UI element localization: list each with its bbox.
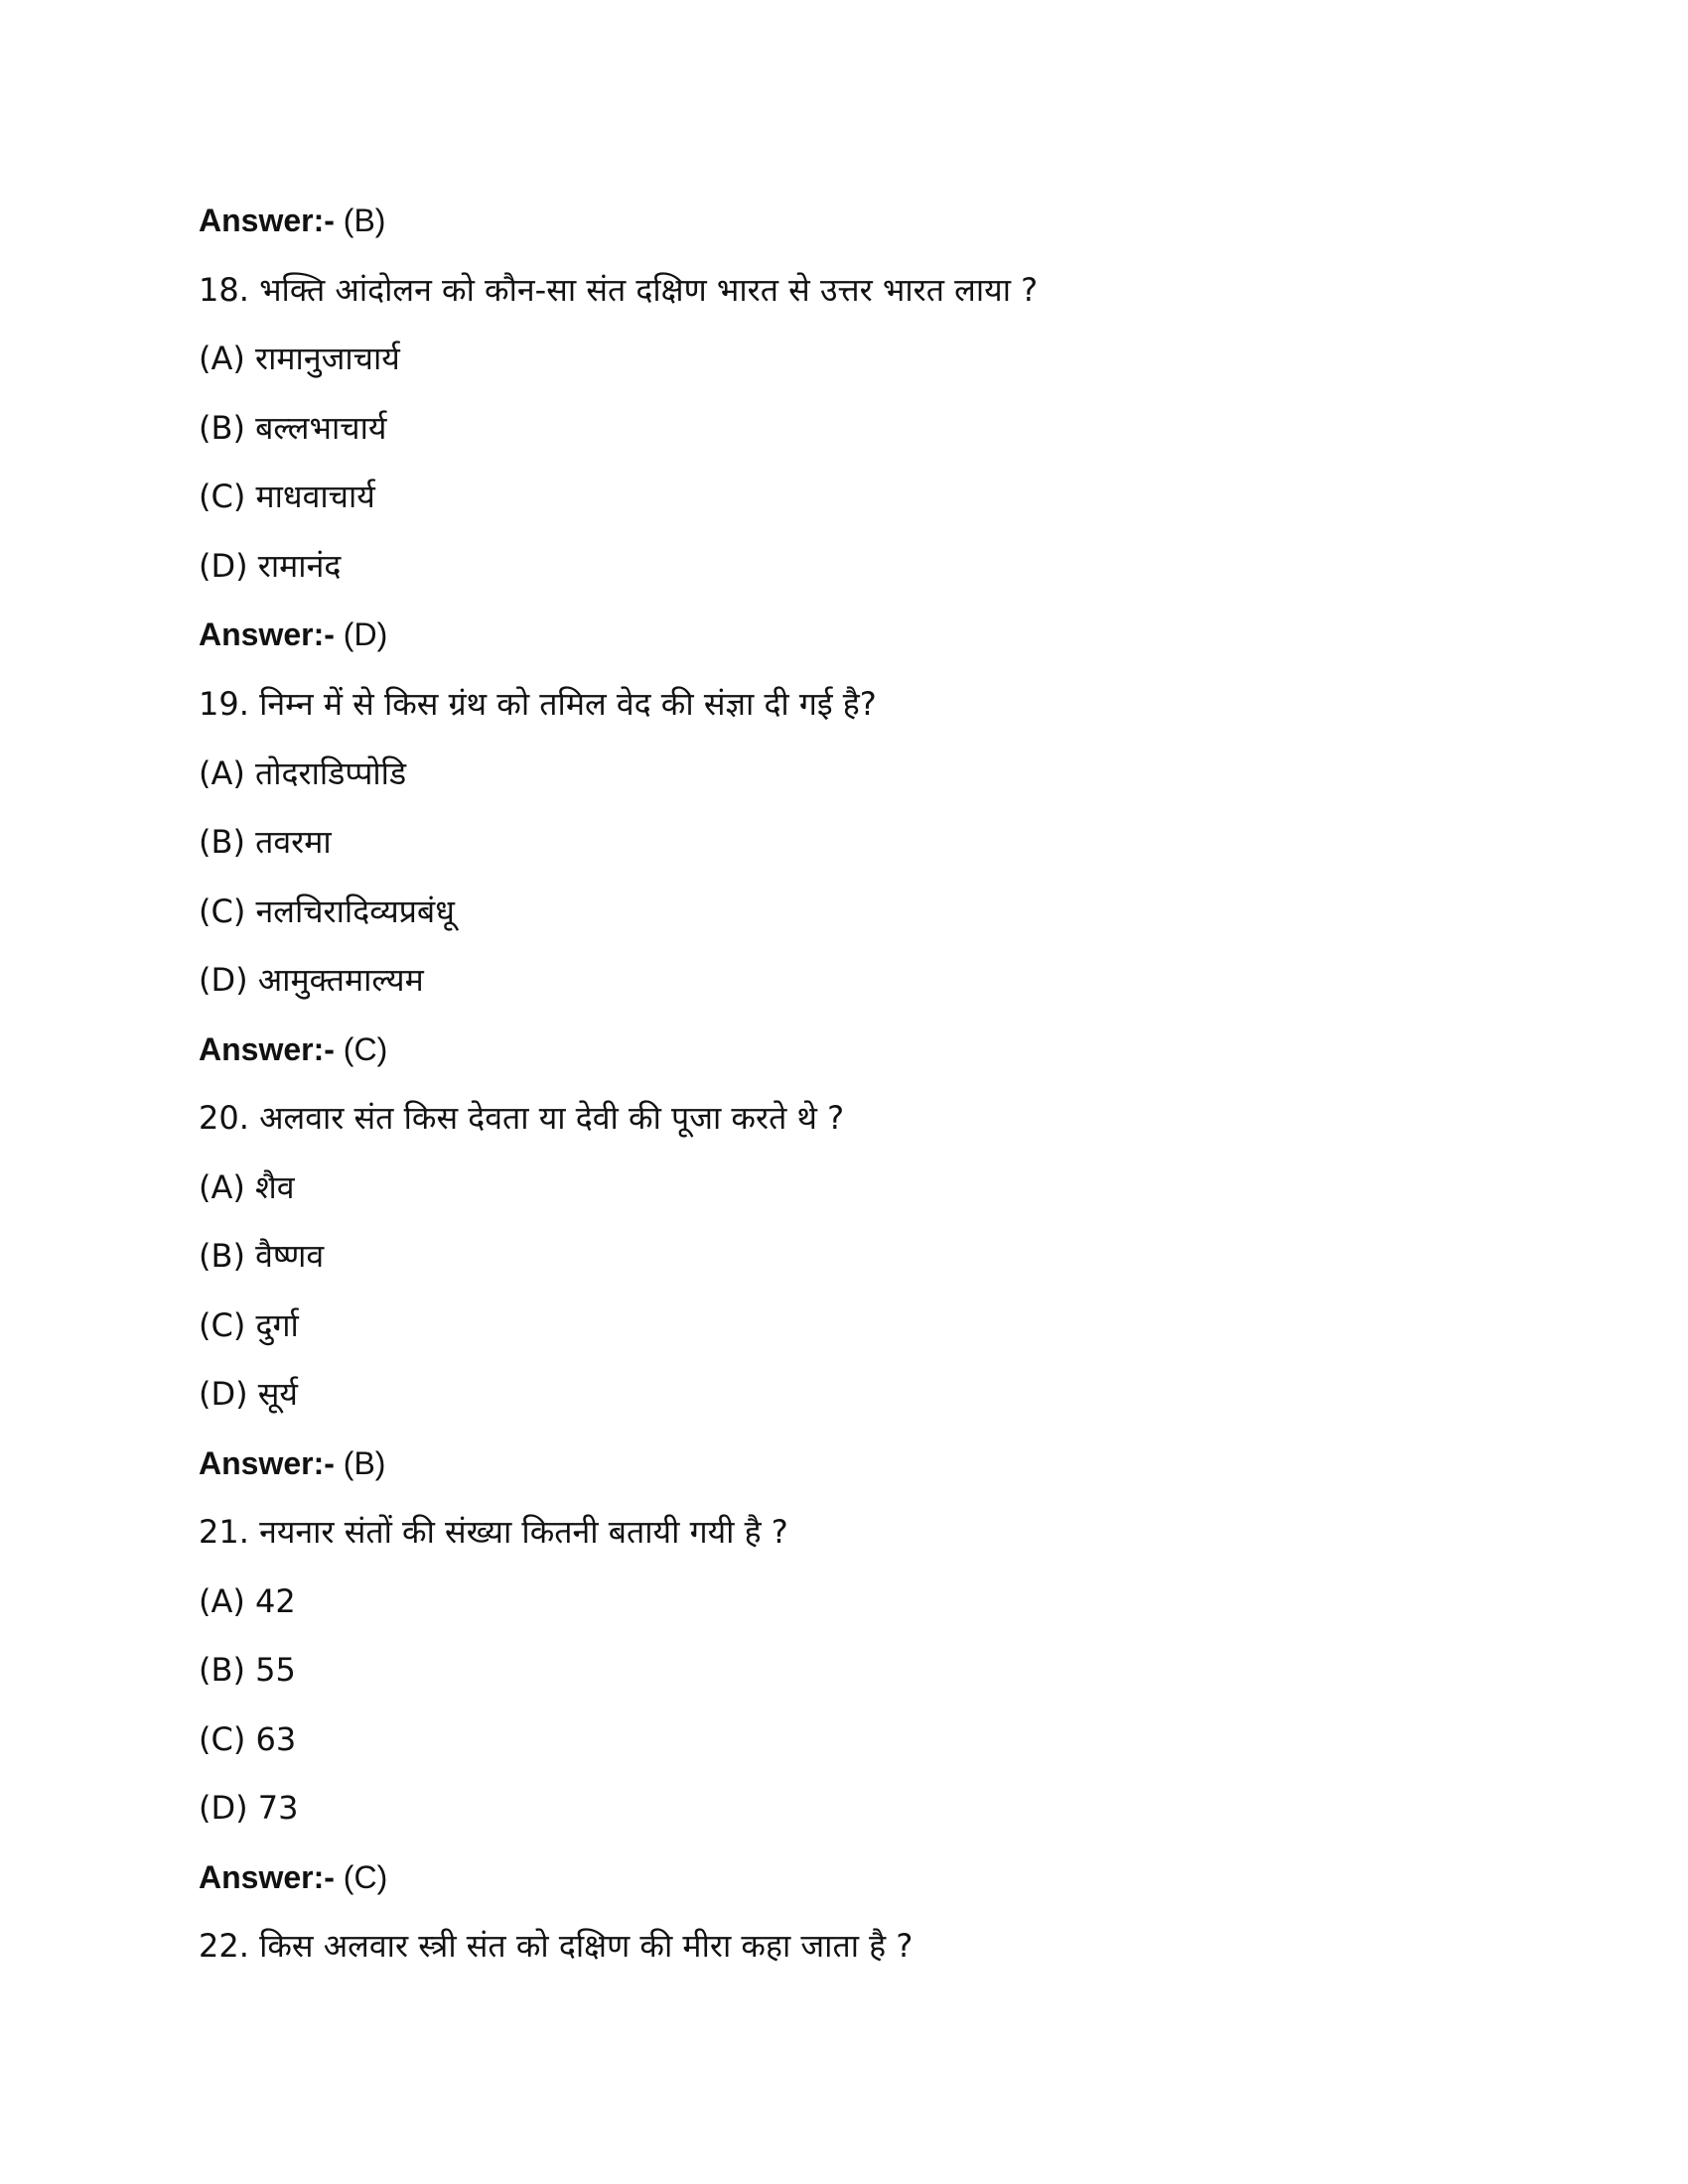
question-20: 20. अलवार संत किस देवता या देवी की पूजा करते थे ? bbox=[199, 1099, 845, 1137]
option-d: (D) आमुक्तमाल्यम bbox=[199, 961, 424, 999]
answer-value: (B) bbox=[334, 1445, 386, 1481]
option-b: (B) 55 bbox=[199, 1651, 296, 1689]
answer-line bbox=[199, 1437, 385, 1489]
option-d: (D) सूर्य bbox=[199, 1375, 298, 1413]
answer-line bbox=[199, 609, 387, 660]
answer-value: (C) bbox=[334, 1859, 388, 1895]
option-c: (C) नलचिरादिव्यप्रबंधू bbox=[199, 892, 455, 930]
option-b: (B) बल्लभाचार्य bbox=[199, 409, 387, 447]
option-a: (A) शैव bbox=[199, 1168, 295, 1206]
option-a: (A) 42 bbox=[199, 1582, 296, 1620]
answer-line bbox=[199, 1024, 387, 1075]
question-18: 18. भक्ति आंदोलन को कौन-सा संत दक्षिण भारत से उत्तर भारत लाया ? bbox=[199, 271, 1039, 309]
question-19: 19. निम्न में से किस ग्रंथ को तमिल वेद की संज्ञा दी गई है? bbox=[199, 685, 877, 723]
answer-value: (D) bbox=[334, 616, 388, 652]
option-d: (D) 73 bbox=[199, 1789, 299, 1827]
option-a: (A) तोदराडिप्पोडि bbox=[199, 754, 407, 792]
option-b: (B) वैष्णव bbox=[199, 1237, 325, 1275]
answer-label: Answer:- bbox=[199, 203, 335, 238]
option-c: (C) 63 bbox=[199, 1720, 297, 1758]
option-a: (A) रामानुजाचार्य bbox=[199, 340, 400, 377]
answer-label: Answer:- bbox=[199, 1445, 335, 1481]
question-22: 22. किस अलवार स्त्री संत को दक्षिण की मीरा कहा जाता है ? bbox=[199, 1927, 914, 1965]
answer-label: Answer:- bbox=[199, 616, 335, 652]
option-d: (D) रामानंद bbox=[199, 547, 342, 585]
answer-line bbox=[199, 1851, 387, 1903]
answer-line bbox=[199, 195, 385, 246]
option-c: (C) माधवाचार्य bbox=[199, 478, 375, 515]
answer-value: (B) bbox=[334, 203, 386, 238]
question-21: 21. नयनार संतों की संख्या कितनी बतायी गयी है ? bbox=[199, 1513, 788, 1551]
answer-label: Answer:- bbox=[199, 1859, 335, 1895]
answer-value: (C) bbox=[334, 1031, 388, 1067]
answer-label: Answer:- bbox=[199, 1031, 335, 1067]
option-b: (B) तवरमा bbox=[199, 823, 332, 861]
option-c: (C) दुर्गा bbox=[199, 1306, 299, 1344]
